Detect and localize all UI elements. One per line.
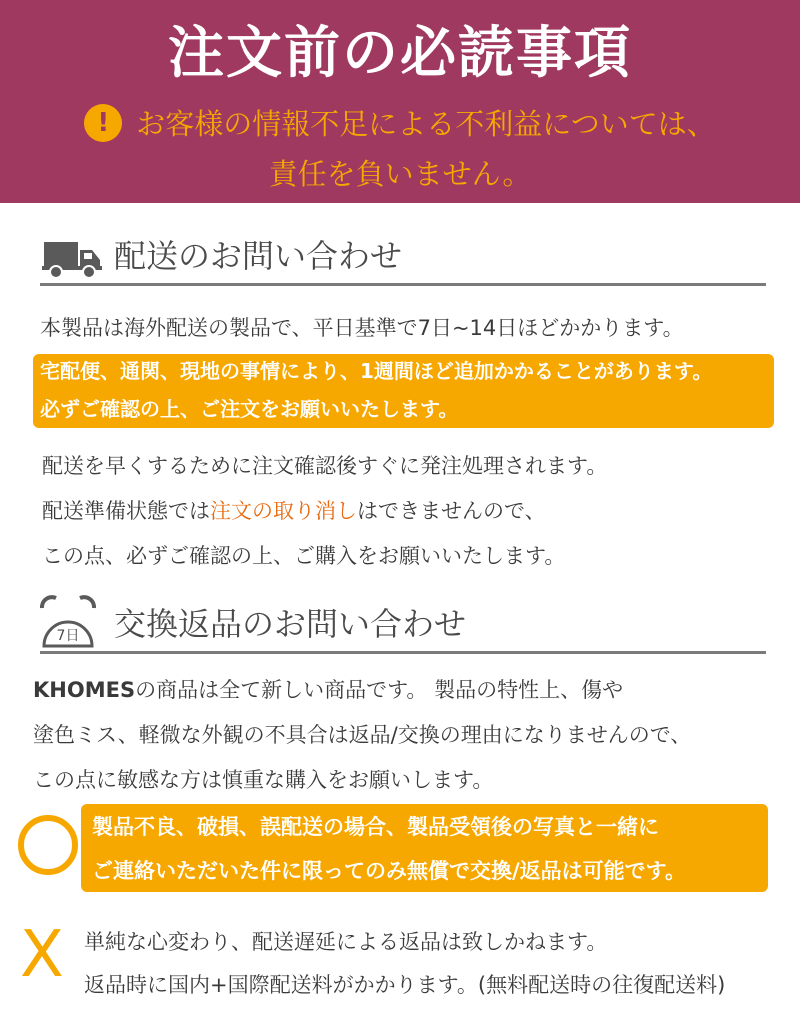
returns-line-2: 塗色ミス、軽微な外観の不具合は返品/交換の理由になりませんので、 <box>33 723 692 747</box>
shipping-line-1: 本製品は海外配送の製品で、平日基準で7日~14日ほどかかります。 <box>40 316 684 340</box>
warning-line-1 <box>0 104 800 145</box>
ok-line-2: ご連絡いただいた件に限ってのみ無償で交換/返品は可能です。 <box>92 859 686 883</box>
shipping-section-header <box>0 226 800 286</box>
page-title: 注文前の必読事項 <box>168 21 632 86</box>
warning-text-1: お客様の情報不足による不利益については、 <box>136 107 716 141</box>
section-divider <box>40 283 766 286</box>
returns-line-3: この点に敏感な方は慎重な購入をお願いします。 <box>33 768 494 792</box>
truck-icon <box>42 238 104 280</box>
shipping-line-3-pre: 配送準備状態では <box>42 499 210 523</box>
exclamation-icon: ! <box>84 104 122 142</box>
shipping-highlight-line-2: 必ずご確認の上、ご注文をお願いいたします。 <box>40 397 459 421</box>
returns-line-1 <box>33 675 623 705</box>
shipping-line-3-post: はできませんので、 <box>357 499 546 523</box>
brand-name: KHOMES <box>33 678 136 702</box>
shipping-title: 配送のお問い合わせ <box>114 237 403 275</box>
header-banner <box>0 0 800 203</box>
ng-x-icon: X <box>20 918 64 992</box>
ok-circle-icon <box>18 815 78 875</box>
alarm-clock-icon <box>36 594 100 652</box>
shipping-highlight-line-1: 宅配便、通関、現地の事情により、1週間ほど追加かかることがあります。 <box>40 359 713 383</box>
warning-line-2: 責任を負いません。 <box>268 157 532 191</box>
ng-line-2: 返品時に国内+国際配送料がかかります。(無料配送時の往復配送料) <box>84 973 726 997</box>
returns-section-header <box>0 594 800 654</box>
ok-line-1: 製品不良、破損、誤配送の場合、製品受領後の写真と一緒に <box>92 815 659 839</box>
section-divider <box>40 651 766 654</box>
clock-label: 7日 <box>56 628 80 644</box>
shipping-line-3 <box>42 496 546 526</box>
returns-title: 交換返品のお問い合わせ <box>114 605 467 643</box>
ng-line-1: 単純な心変わり、配送遅延による返品は致しかねます。 <box>84 930 608 954</box>
shipping-line-2: 配送を早くするために注文確認後すぐに発注処理されます。 <box>42 454 608 478</box>
shipping-line-4: この点、必ずご確認の上、ご購入をお願いいたします。 <box>42 544 566 568</box>
cancel-emphasis: 注文の取り消し <box>210 499 357 523</box>
returns-line-1-rest: の商品は全て新しい商品です。 製品の特性上、傷や <box>135 678 624 702</box>
